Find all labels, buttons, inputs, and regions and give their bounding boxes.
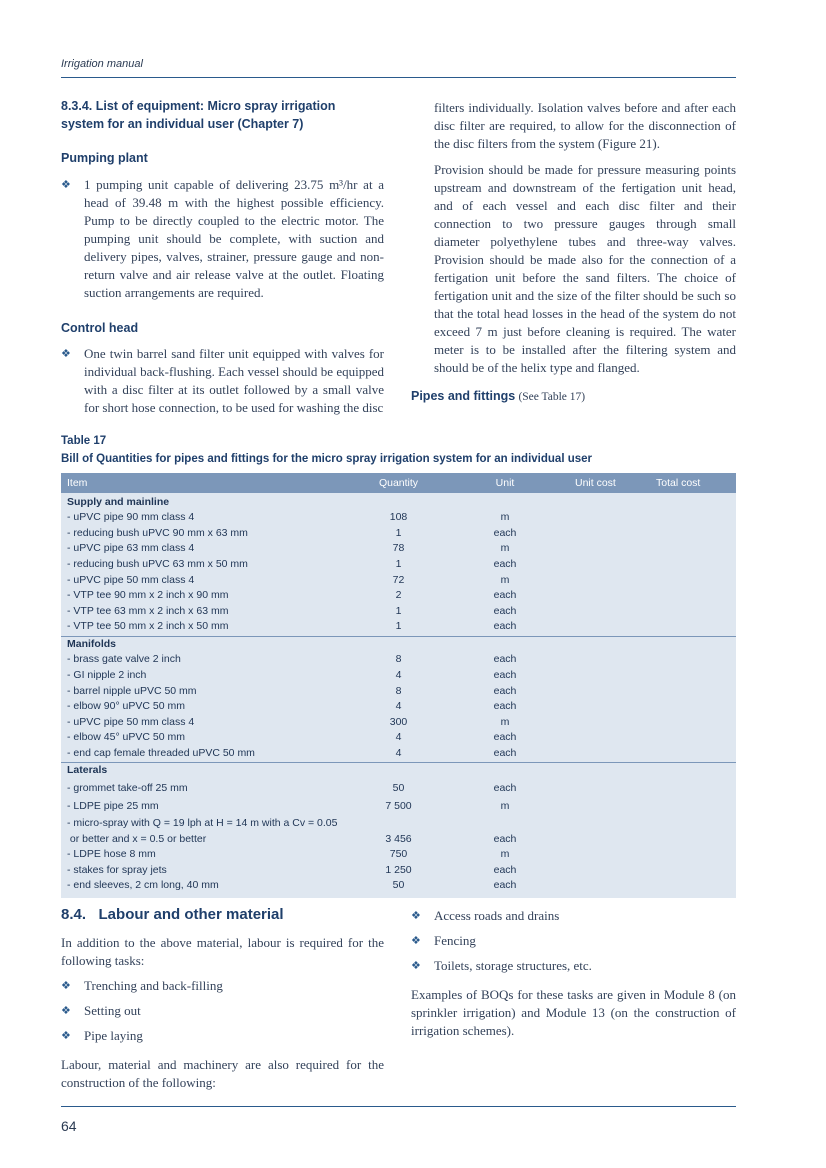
control-head-heading: Control head — [61, 321, 139, 335]
table-row — [61, 619, 736, 634]
cell-item: - elbow 45° uPVC 50 mm — [67, 731, 185, 743]
cell-quantity: 108 — [389, 511, 408, 523]
task-item — [61, 977, 384, 995]
cell-quantity: 4 — [395, 700, 402, 712]
table-row — [61, 847, 736, 862]
cell-unit: each — [493, 700, 517, 712]
cell-unit: each — [493, 864, 517, 876]
cell-item: - barrel nipple uPVC 50 mm — [67, 685, 197, 697]
diamond-bullet-icon: ❖ — [411, 910, 421, 922]
table-row — [61, 510, 736, 525]
construction-intro: Labour, material and machinery are also required for the construction of the following: — [61, 1057, 384, 1090]
cell-item: - uPVC pipe 90 mm class 4 — [67, 511, 195, 523]
construction-item — [411, 957, 736, 975]
diamond-bullet-icon: ❖ — [411, 935, 421, 947]
task-item — [61, 1027, 384, 1045]
cell-quantity: 50 — [392, 782, 405, 794]
footer-rule — [61, 1106, 736, 1107]
cell-quantity: 3 456 — [385, 833, 412, 845]
cell-unit: m — [500, 542, 510, 554]
table-row — [61, 746, 736, 761]
cell-unit: m — [500, 574, 510, 586]
table-row — [61, 816, 736, 831]
cell-unit: each — [493, 782, 517, 794]
diamond-bullet-icon: ❖ — [61, 980, 71, 992]
running-head: Irrigation manual — [61, 58, 143, 70]
cell-unit: each — [493, 879, 517, 891]
table-caption — [61, 432, 592, 468]
cell-item: - GI nipple 2 inch — [67, 669, 147, 681]
cell-unit: each — [493, 747, 517, 759]
cell-item: - LDPE hose 8 mm — [67, 848, 156, 860]
cell-unit: m — [500, 716, 510, 728]
cell-quantity: 1 — [395, 558, 402, 570]
section-834-title: 8.3.4. List of equipment: Micro spray irrigation system for an individual user (Chapter 7) — [61, 99, 336, 131]
cell-item: - brass gate valve 2 inch — [67, 653, 181, 665]
table-row — [61, 573, 736, 588]
cell-quantity: 8 — [395, 653, 402, 665]
cell-item: - uPVC pipe 50 mm class 4 — [67, 574, 195, 586]
pumping-plant-text: 1 pumping unit capable of delivering 23.75 m³/hr at a head of 39.48 m with the highest possible efficiency. Pump to be directly coupled to the electric motor. The pumping unit should be complete, with suction and delivery pipes, valves, strainer, pressure gauge and non-return valve and air release valve at the outlet. Floating suction arrangements are required. — [84, 177, 384, 300]
col-header-total-cost: Total cost — [656, 477, 701, 489]
table-row — [61, 604, 736, 619]
diamond-bullet-icon: ❖ — [61, 179, 71, 191]
table-label: Table 17 — [61, 435, 107, 447]
cell-unit: each — [493, 620, 517, 632]
cell-item: - VTP tee 50 mm x 2 inch x 50 mm — [67, 620, 229, 632]
page-number: 64 — [61, 1118, 77, 1134]
left-column-upper — [61, 97, 384, 417]
cell-quantity: 2 — [395, 589, 402, 601]
cell-item: - end cap female threaded uPVC 50 mm — [67, 747, 255, 759]
right-column-lower — [411, 907, 736, 1040]
table-row — [61, 715, 736, 730]
section-row-manifolds — [61, 637, 736, 652]
col-header-item: Item — [67, 477, 88, 489]
section-row-laterals — [61, 763, 736, 778]
construction-label: Access roads and drains — [434, 908, 560, 923]
cell-unit: each — [493, 589, 517, 601]
table-row — [61, 526, 736, 541]
cell-quantity: 1 — [395, 605, 402, 617]
labour-intro: In addition to the above material, labour is required for the following tasks: — [61, 935, 384, 968]
table-row — [61, 878, 736, 893]
section-title: Laterals — [67, 764, 108, 776]
table-title: Bill of Quantities for pipes and fittings for the micro spray irrigation system for an individual user — [61, 453, 592, 465]
cell-unit: each — [493, 605, 517, 617]
table-row — [61, 541, 736, 556]
cell-quantity: 1 — [395, 620, 402, 632]
diamond-bullet-icon: ❖ — [411, 960, 421, 972]
cell-item: - reducing bush uPVC 63 mm x 50 mm — [67, 558, 248, 570]
diamond-bullet-icon: ❖ — [61, 1005, 71, 1017]
cell-unit: each — [493, 731, 517, 743]
provision-paragraph: Provision should be made for pressure measuring points upstream and downstream of the fertigation unit head, and of each vessel and each disc filter and their connection to two pressure gauges through small diameter polyethylene tubes and three-way valves. Provision should be made also for the connection of a fertigation unit before the sand filters. The choice of fertigation unit and the size of the filter should be such so that the total head losses in the head of the system do not exceed 7 m just before cleaning is required. The water meter is to be installed after the filtering system and should be of the helix type and flanged. — [434, 162, 736, 375]
cell-item: - uPVC pipe 63 mm class 4 — [67, 542, 195, 554]
construction-item — [411, 932, 736, 950]
cell-item: - reducing bush uPVC 90 mm x 63 mm — [67, 527, 248, 539]
table-row — [61, 781, 736, 796]
cell-quantity: 50 — [392, 879, 405, 891]
table-row — [61, 557, 736, 572]
cell-item: or better and x = 0.5 or better — [67, 833, 207, 845]
task-label: Pipe laying — [84, 1028, 143, 1043]
control-head-bullet — [61, 345, 384, 417]
table-row — [61, 730, 736, 745]
cell-item: - VTP tee 90 mm x 2 inch x 90 mm — [67, 589, 229, 601]
examples-paragraph: Examples of BOQs for these tasks are given in Module 8 (on sprinkler irrigation) and Module 13 (on the construction of irrigation schemes). — [411, 987, 736, 1038]
cell-quantity: 300 — [389, 716, 408, 728]
boq-table — [61, 473, 736, 898]
header-rule — [61, 77, 736, 78]
cell-unit: each — [493, 558, 517, 570]
section-row-supply — [61, 495, 736, 510]
table-row — [61, 832, 736, 847]
cell-quantity: 78 — [392, 542, 405, 554]
pipes-fittings-line — [411, 387, 736, 406]
diamond-bullet-icon: ❖ — [61, 1030, 71, 1042]
table-row — [61, 668, 736, 683]
cell-item: - elbow 90° uPVC 50 mm — [67, 700, 185, 712]
section-title: Manifolds — [67, 638, 116, 650]
control-head-text: One twin barrel sand filter unit equipped with valves for individual back-flushing. Each vessel should be equipped with a disc filter at its outlet followed by a small valve for short hose connection, to be used for washing the disc — [84, 346, 384, 415]
pipes-fittings-heading: Pipes and fittings — [411, 389, 516, 403]
table-row — [61, 863, 736, 878]
cell-item: - LDPE pipe 25 mm — [67, 800, 159, 812]
table-header-row — [61, 473, 736, 493]
col-header-quantity: Quantity — [378, 477, 419, 489]
cell-item: - grommet take-off 25 mm — [67, 782, 188, 794]
cell-item: - stakes for spray jets — [67, 864, 167, 876]
cell-unit: each — [493, 833, 517, 845]
section-title: Supply and mainline — [67, 496, 170, 508]
cell-quantity: 1 250 — [385, 864, 412, 876]
cell-item: - end sleeves, 2 cm long, 40 mm — [67, 879, 219, 891]
table-row — [61, 699, 736, 714]
task-item — [61, 1002, 384, 1020]
table-row — [61, 588, 736, 603]
left-column-lower — [61, 905, 384, 1092]
cell-quantity: 4 — [395, 747, 402, 759]
table-row — [61, 684, 736, 699]
construction-label: Toilets, storage structures, etc. — [434, 958, 592, 973]
cell-unit: m — [500, 511, 510, 523]
cell-quantity: 8 — [395, 685, 402, 697]
cell-item: - uPVC pipe 50 mm class 4 — [67, 716, 195, 728]
cell-unit: m — [500, 800, 510, 812]
table-row — [61, 799, 736, 814]
control-head-continuation: filters individually. Isolation valves before and after each disc filter are required, to allow for the disconnection of the disc filters from the system (Figure 21). — [434, 100, 736, 151]
pipes-fittings-ref: (See Table 17) — [518, 391, 586, 403]
section-84-title: 8.4. Labour and other material — [61, 906, 284, 923]
cell-item: - micro-spray with Q = 19 lph at H = 14 m with a Cv = 0.05 — [67, 817, 338, 829]
col-header-unit: Unit — [495, 477, 515, 489]
cell-item: - VTP tee 63 mm x 2 inch x 63 mm — [67, 605, 229, 617]
task-label: Trenching and back-filling — [84, 978, 223, 993]
diamond-bullet-icon: ❖ — [61, 348, 71, 360]
cell-unit: each — [493, 685, 517, 697]
construction-item — [411, 907, 736, 925]
cell-quantity: 72 — [392, 574, 405, 586]
cell-unit: m — [500, 848, 510, 860]
cell-quantity: 4 — [395, 669, 402, 681]
pumping-plant-heading: Pumping plant — [61, 151, 148, 165]
construction-label: Fencing — [434, 933, 476, 948]
pumping-plant-bullet — [61, 176, 384, 302]
cell-unit: each — [493, 653, 517, 665]
task-label: Setting out — [84, 1003, 141, 1018]
cell-unit: each — [493, 527, 517, 539]
cell-quantity: 1 — [395, 527, 402, 539]
col-header-unit-cost: Unit cost — [575, 477, 616, 489]
table-row — [61, 652, 736, 667]
cell-quantity: 750 — [389, 848, 408, 860]
cell-quantity: 7 500 — [385, 800, 412, 812]
cell-unit: each — [493, 669, 517, 681]
right-column-upper — [411, 99, 736, 406]
cell-quantity: 4 — [395, 731, 402, 743]
